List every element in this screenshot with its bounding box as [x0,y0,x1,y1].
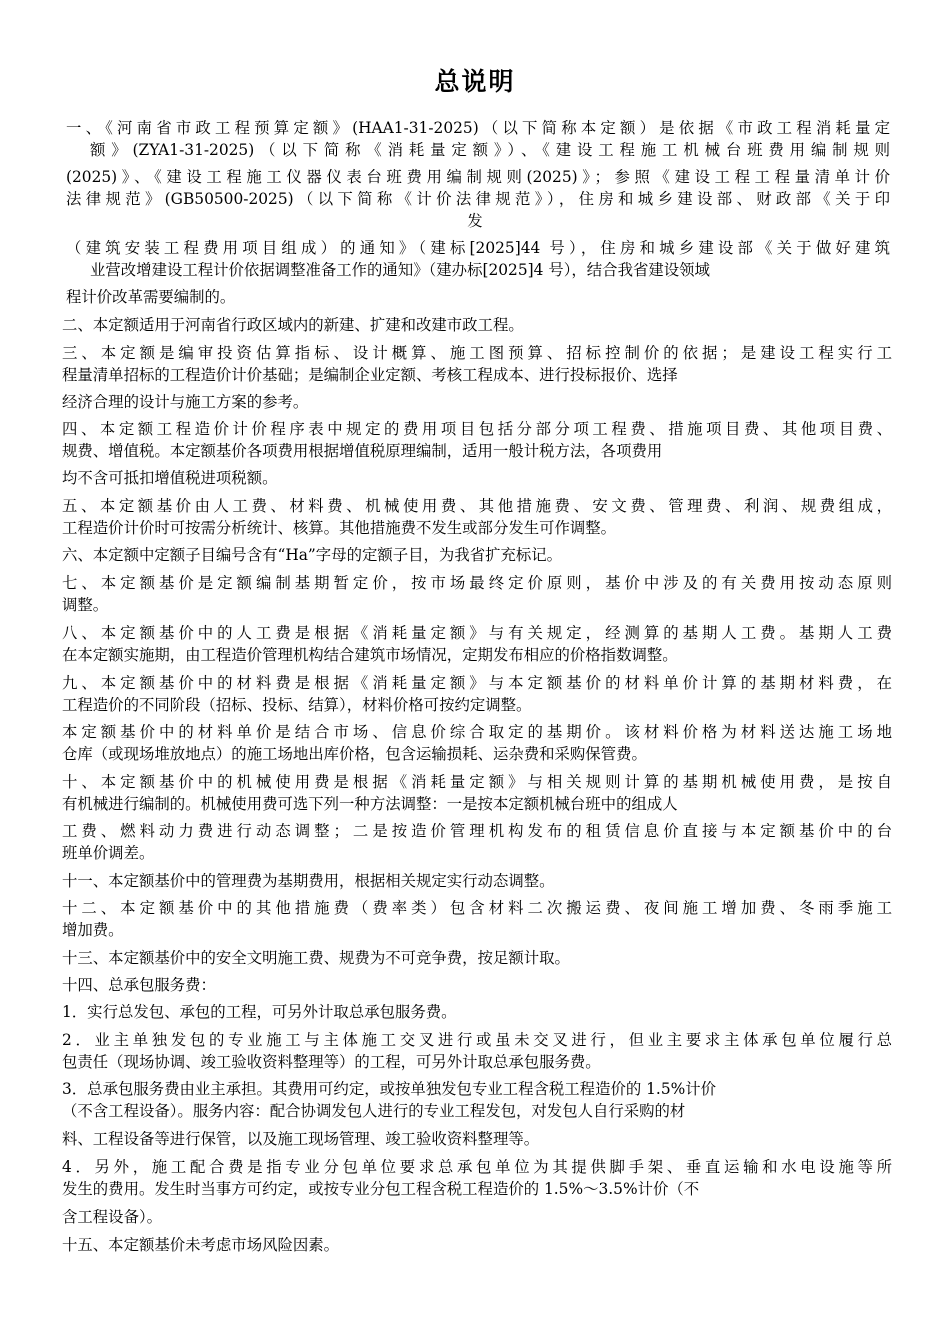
paragraph-line: （不含工程设备）。服务内容：配合协调发包人进行的专业工程发包，对发包人自行采购的材 [62,1102,686,1120]
paragraph-line: 调整。 [62,596,109,614]
paragraph-line: (2025)》、《建设工程施工仪器仪表台班费用编制规则(2025)》；参照《建设工程工程量清单计价 [66,168,890,186]
paragraph-line: 十、本定额基价中的机械使用费是根据《消耗量定额》与相关规则计算的基期机械使用费，是按自 [62,773,892,791]
paragraph-line: 班单价调差。 [62,844,155,862]
paragraph-line: 发生的费用。发生时当事方可约定，或按专业分包工程含税工程造价的 1.5%～3.5%计价（不 [62,1180,700,1198]
paragraph-line: 程计价改革需要编制的。 [66,288,236,306]
paragraph-line: 程量清单招标的工程造价计价基础；是编制企业定额、考核工程成本、进行投标报价、选择 [62,366,678,384]
paragraph-line: 三、本定额是编审投资估算指标、设计概算、施工图预算、招标控制价的依据；是建设工程实行工 [62,344,892,362]
paragraph-line: 有机械进行编制的。机械使用费可选下列一种方法调整：一是按本定额机械台班中的组成人 [62,795,678,813]
paragraph-line: 3．总承包服务费由业主承担。其费用可约定，或按单独发包专业工程含税工程造价的 1.5%计价 [62,1080,717,1098]
paragraph-line: 十四、总承包服务费： [62,976,216,994]
paragraph-line: 工费、燃料动力费进行动态调整；二是按造价管理机构发布的租赁信息价直接与本定额基价中的台 [62,822,892,840]
paragraph-line: （建筑安装工程费用项目组成）的通知》（建标[2025]44 号），住房和城乡建设部《关于做好建筑 [66,239,890,257]
paragraph-line: 料、工程设备等进行保管，以及施工现场管理、竣工验收资料整理等。 [62,1130,540,1148]
paragraph-line: 四、本定额工程造价计价程序表中规定的费用项目包括分部分项工程费、措施项目费、其他项目费、 [62,420,892,438]
paragraph-line: 五、本定额基价由人工费、材料费、机械使用费、其他措施费、安文费、管理费、利润、规费组成， [62,497,892,515]
paragraph-line: 十二、本定额基价中的其他措施费（费率类）包含材料二次搬运费、夜间施工增加费、冬雨季施工 [62,899,892,917]
paragraph-line: 增加费。 [62,921,124,939]
paragraph-line: 含工程设备）。 [62,1208,163,1226]
paragraph-line: 规费、增值税。本定额基价各项费用根据增值税原理编制，适用一般计税方法，各项费用 [62,442,663,460]
paragraph-line: 工程造价计价时可按需分析统计、核算。其他措施费不发生或部分发生可作调整。 [62,519,617,537]
paragraph-line: 九、本定额基价中的材料费是根据《消耗量定额》与本定额基价的材料单价计算的基期材料费，在 [62,674,892,692]
paragraph-line: 六、本定额中定额子目编号含有“Ha”字母的定额子目，为我省扩充标记。 [62,546,563,564]
paragraph-line: 经济合理的设计与施工方案的参考。 [62,393,309,411]
paragraph-line: 十五、本定额基价未考虑市场风险因素。 [62,1236,340,1254]
paragraph-line: 八、本定额基价中的人工费是根据《消耗量定额》与有关规定，经测算的基期人工费。基期人工费 [62,624,892,642]
paragraph-line: 均不含可抵扣增值税进项税额。 [62,469,278,487]
paragraph-line: 额》(ZYA1-31-2025)（以下简称《消耗量定额》）、《建设工程施工机械台班费用编制规则 [90,141,890,159]
paragraph-line: 本定额基价中的材料单价是结合市场、信息价综合取定的基期价。该材料价格为材料送达施工场地 [62,723,892,741]
paragraph-line: 一、《河南省市政工程预算定额》(HAA1-31-2025)（以下简称本定额）是依据《市政工程消耗量定 [66,119,890,137]
paragraph-line: 十三、本定额基价中的安全文明施工费、规费为不可竞争费，按足额计取。 [62,949,570,967]
paragraph-line: 发 [467,212,483,230]
paragraph-line: 4．另外，施工配合费是指专业分包单位要求总承包单位为其提供脚手架、垂直运输和水电设施等所 [62,1158,892,1176]
paragraph-line: 工程造价的不同阶段（招标、投标、结算），材料价格可按约定调整。 [62,696,532,714]
paragraph-line: 七、本定额基价是定额编制基期暂定价，按市场最终定价原则，基价中涉及的有关费用按动态原则 [62,574,892,592]
paragraph-line: 业营改增建设工程计价依据调整准备工作的通知》（建办标[2025]4 号），结合我省建设领域 [90,261,710,279]
paragraph-line: 法律规范》(GB50500-2025)（以下简称《计价法律规范》），住房和城乡建设部、财政部《关于印 [66,190,890,208]
paragraph-line: 仓库（或现场堆放地点）的施工场地出库价格，包含运输损耗、运杂费和采购保管费。 [62,745,647,763]
paragraph-line: 十一、本定额基价中的管理费为基期费用，根据相关规定实行动态调整。 [62,872,555,890]
paragraph-line: 二、本定额适用于河南省行政区域内的新建、扩建和改建市政工程。 [62,316,524,334]
paragraph-line: 2．业主单独发包的专业施工与主体施工交叉进行或虽未交叉进行，但业主要求主体承包单位履行总 [62,1031,892,1049]
page-title: 总说明 [434,67,516,96]
paragraph-line: 在本定额实施期，由工程造价管理机构结合建筑市场情况，定期发布相应的价格指数调整。 [62,646,678,664]
paragraph-line: 1．实行总发包、承包的工程，可另外计取总承包服务费。 [62,1003,457,1021]
paragraph-line: 包责任（现场协调、竣工验收资料整理等）的工程，可另外计取总承包服务费。 [62,1053,601,1071]
